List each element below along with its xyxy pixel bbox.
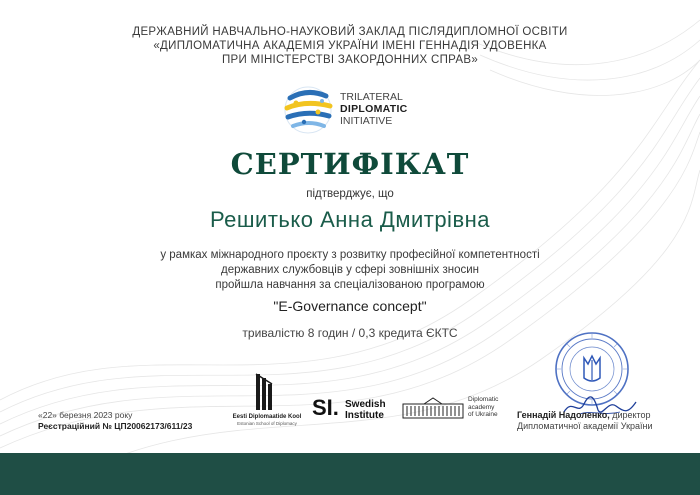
estonian-school-label-2: Estonian School of Diplomacy bbox=[237, 421, 297, 426]
header-line-2: «ДИПЛОМАТИЧНА АКАДЕМІЯ УКРАЇНИ ІМЕНІ ГЕННАДІЯ УДОВЕНКА bbox=[153, 40, 547, 52]
swedish-institute-text bbox=[345, 399, 386, 421]
swedish-institute-line-2: Institute bbox=[345, 410, 384, 421]
estonian-school-emblem-icon bbox=[232, 372, 302, 412]
footer-bar bbox=[0, 453, 700, 495]
certificate-title: СЕРТИФІКАТ bbox=[230, 147, 470, 181]
description-line-2: державних службовців у сфері зовнішніх зносин bbox=[221, 264, 479, 276]
duration-text: тривалістю 8 годин / 0,3 кредита ЄКТС bbox=[242, 326, 458, 340]
issue-info bbox=[38, 410, 192, 432]
signatory-organization: Дипломатичної академії України bbox=[517, 421, 653, 431]
signatory-block bbox=[517, 410, 653, 432]
trilateral-logo bbox=[282, 84, 432, 136]
estonian-school-label-1: Eesti Diplomaatide Kool bbox=[232, 414, 302, 420]
academy-line-3: of Ukraine bbox=[468, 411, 498, 418]
logo-line-1: TRILATERAL bbox=[340, 91, 403, 103]
academy-line-2: academy bbox=[468, 403, 495, 411]
header-line-1: ДЕРЖАВНИЙ НАВЧАЛЬНО-НАУКОВИЙ ЗАКЛАД ПІСЛЯДИПЛОМНОЇ ОСВІТИ bbox=[132, 26, 568, 38]
logo-line-2: DIPLOMATIC bbox=[340, 103, 408, 115]
issue-date: «22» березня 2023 року bbox=[38, 410, 133, 420]
diplomatic-academy-text bbox=[468, 396, 498, 419]
swedish-institute-line-1: Swedish bbox=[345, 399, 386, 410]
globe-logo-icon bbox=[282, 84, 336, 136]
registration-number: Реєстраційний № ЦП20062173/611/23 bbox=[38, 421, 193, 431]
recipient-name: Решитько Анна Дмитрівна bbox=[209, 207, 491, 232]
description-line-3: пройшла навчання за спеціалізованою програмою bbox=[215, 279, 485, 291]
signatory-name: Геннадій Надоленко, bbox=[517, 410, 610, 420]
program-name: "E-Governance concept" bbox=[273, 298, 427, 314]
swedish-institute-logo bbox=[312, 396, 392, 426]
academy-line-1: Diplomatic bbox=[468, 396, 499, 403]
diplomatic-academy-logo bbox=[402, 396, 507, 426]
confirms-text: підтверджує, що bbox=[306, 188, 394, 200]
institution-header bbox=[0, 25, 700, 67]
signatory-role: директор bbox=[609, 410, 651, 420]
logo-line-3: INITIATIVE bbox=[340, 115, 393, 127]
logo-text bbox=[340, 91, 408, 127]
estonian-school-logo bbox=[232, 372, 302, 432]
swedish-institute-mark: SI. bbox=[312, 395, 339, 420]
description-line-1: у рамках міжнародного проєкту з розвитку професійної компетентності bbox=[160, 249, 540, 261]
certificate-description bbox=[0, 248, 700, 293]
academy-building-icon bbox=[402, 396, 464, 420]
header-line-3: ПРИ МІНІСТЕРСТВІ ЗАКОРДОННИХ СПРАВ» bbox=[221, 54, 479, 66]
